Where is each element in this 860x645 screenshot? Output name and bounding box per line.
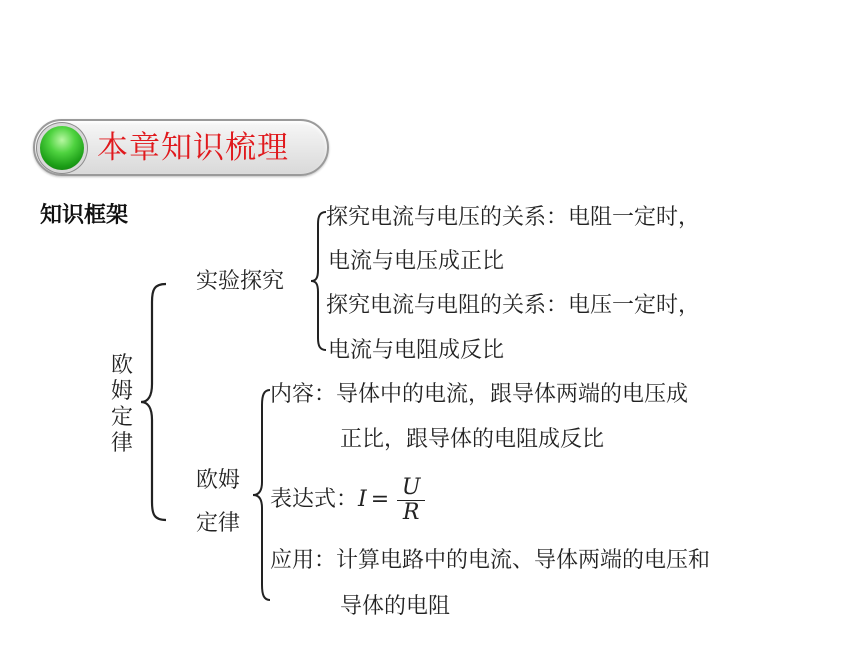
content-line2: 正比，跟导体的电阻成反比 <box>340 427 605 452</box>
root-char: 定 <box>110 405 133 430</box>
ohm-fraction <box>397 476 425 525</box>
application-line1: 应用：计算电路中的电流、导体两端的电压和 <box>270 548 711 573</box>
section-title: 本章知识梳理 <box>97 130 289 166</box>
fraction-denominator: R <box>402 499 420 525</box>
root-char: 姆 <box>110 379 133 404</box>
root-char: 欧 <box>110 353 133 378</box>
experiment-label: 实验探究 <box>196 269 285 294</box>
expression-prefix: 表达式： <box>270 487 359 512</box>
root-char: 律 <box>110 431 133 456</box>
expression-var: I <box>358 487 367 512</box>
experiment-item-1-line1: 探究电流与电压的关系：电阻一定时， <box>326 205 701 230</box>
law-label-line1: 欧姆 <box>196 468 241 493</box>
content-line1: 内容：导体中的电流，跟导体两端的电压成 <box>270 382 689 407</box>
fraction-numerator: U <box>401 474 421 500</box>
main-brace <box>140 282 170 522</box>
law-label-line2: 定律 <box>196 511 241 536</box>
expression-eq: = <box>370 487 390 512</box>
expression-line <box>270 474 425 526</box>
experiment-item-2-line2: 电流与电阻成反比 <box>328 338 505 363</box>
application-line2: 导体的电阻 <box>340 594 451 619</box>
experiment-item-1-line2: 电流与电压成正比 <box>328 249 505 274</box>
subheading: 知识框架 <box>40 203 129 228</box>
root-label <box>110 353 134 457</box>
experiment-item-2-line1: 探究电流与电阻的关系：电压一定时， <box>326 293 701 318</box>
green-orb-icon <box>40 126 84 170</box>
section-banner <box>33 119 329 176</box>
